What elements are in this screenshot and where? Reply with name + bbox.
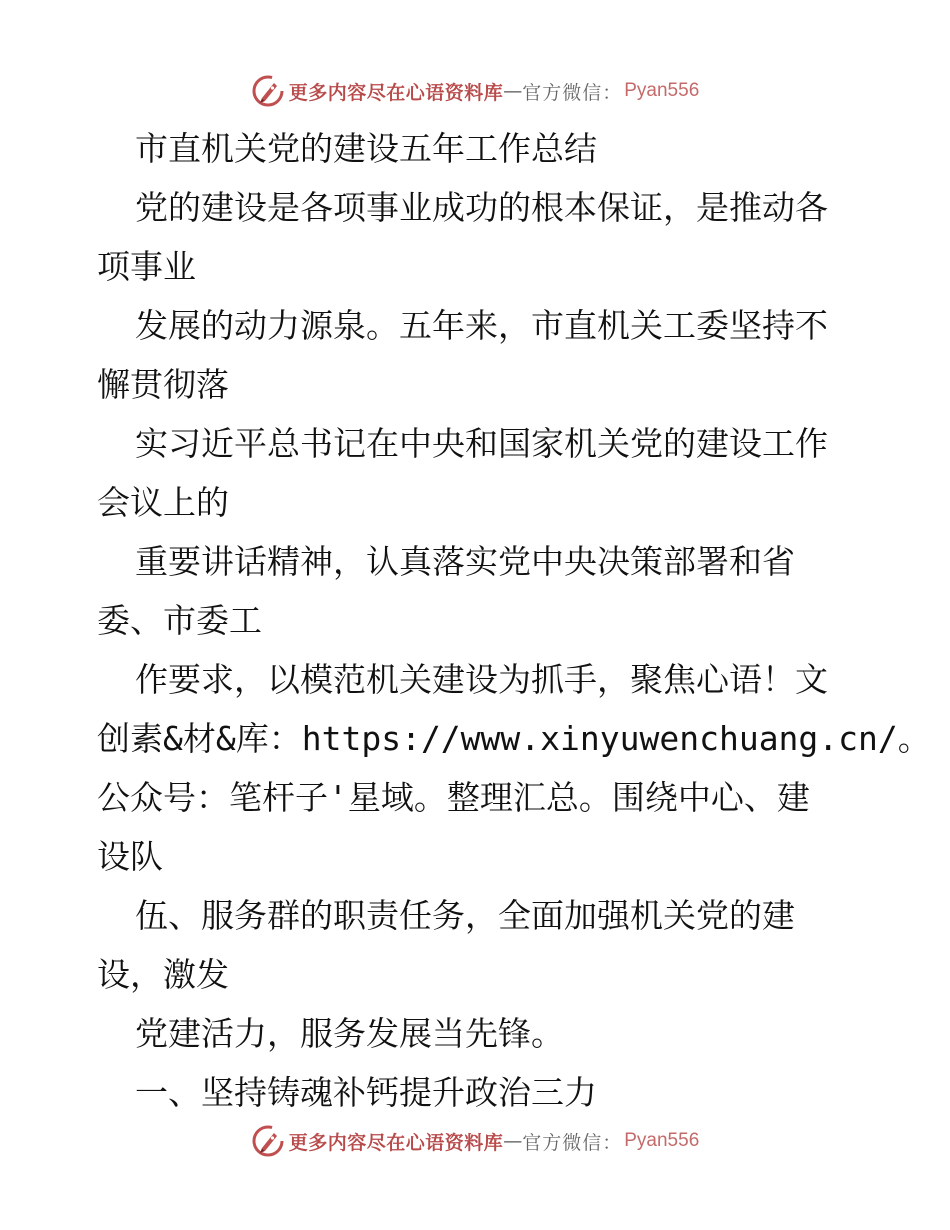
document-line: 公众号：笔杆子'星域。整理汇总。围绕中心、建 — [97, 778, 810, 817]
document-line: 一、坚持铸魂补钙提升政治三力 — [135, 1073, 597, 1112]
document-line: 项事业 — [97, 247, 196, 286]
document-line: 党的建设是各项事业成功的根本保证，是推动各 — [135, 188, 828, 227]
pen-nib-logo-icon — [251, 74, 285, 108]
document-line: 懈贯彻落 — [97, 365, 229, 404]
document-line: 作要求，以模范机关建设为抓手，聚焦心语！文 — [135, 660, 828, 699]
document-body — [97, 126, 931, 1129]
document-line: 委、市委工 — [97, 601, 262, 640]
document-line: 会议上的 — [97, 483, 229, 522]
document-line: 设，激发 — [97, 955, 229, 994]
watermark-wechat-label: 官方微信： — [522, 81, 623, 104]
document-line: 重要讲话精神，认真落实党中央决策部署和省 — [135, 542, 795, 581]
document-line: 设队 — [97, 837, 163, 876]
document-line: 实习近平总书记在中央和国家机关党的建设工作 — [135, 424, 828, 463]
footer-watermark — [0, 1121, 950, 1161]
watermark-wechat-id: Pyan556 — [624, 80, 700, 101]
document-title: 市直机关党的建设五年工作总结 — [135, 129, 597, 168]
document-line: 发展的动力源泉。五年来，市直机关工委坚持不 — [135, 306, 828, 345]
document-line: 伍、服务群的职责任务，全面加强机关党的建 — [135, 896, 795, 935]
watermark-wechat-label: 官方微信： — [522, 1131, 623, 1154]
pen-nib-logo-icon — [251, 1124, 285, 1158]
watermark-separator: — — [503, 80, 523, 102]
document-line: 创素&材&库：https://www.xinyuwenchuang.cn/。 — [97, 719, 931, 758]
watermark-wechat-id: Pyan556 — [624, 1130, 700, 1151]
watermark-separator: — — [503, 1130, 523, 1152]
header-watermark — [0, 71, 950, 111]
watermark-brand-text: 更多内容尽在心语资料库 — [288, 1131, 504, 1154]
watermark-brand-text: 更多内容尽在心语资料库 — [288, 81, 504, 104]
document-line: 党建活力，服务发展当先锋。 — [135, 1014, 564, 1053]
